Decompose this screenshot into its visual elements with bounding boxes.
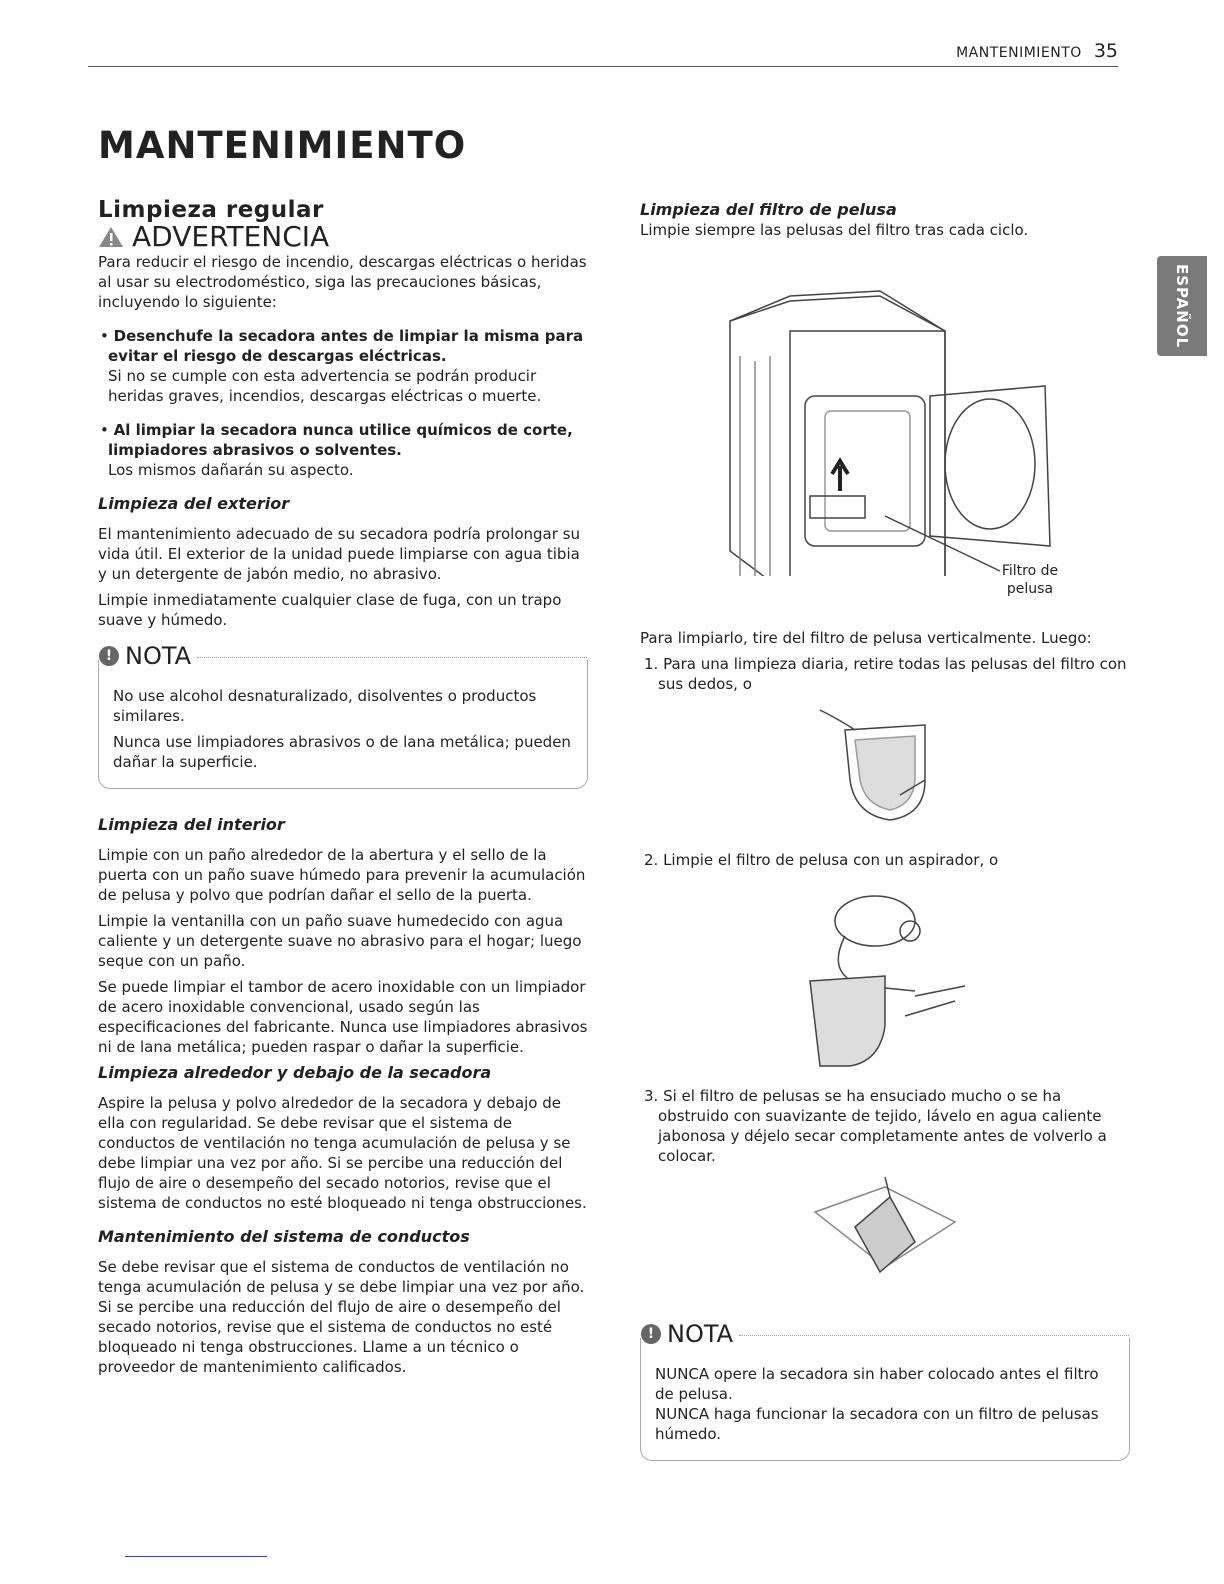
step-1: 1. Para una limpieza diaria, retire todas las pelusas del filtro con sus dedos, o <box>644 655 1127 693</box>
page-header <box>88 40 1118 67</box>
dryer-illustration <box>640 246 1130 597</box>
left-column <box>98 197 588 1383</box>
paragraph: Limpie la ventanilla con un paño suave humedecido con agua caliente y un detergente suave no abrasivo para el hogar; luego seque con un paño. <box>98 912 582 970</box>
page-number: 35 <box>1093 40 1118 62</box>
note-title: NOTA <box>667 1320 734 1348</box>
filter-callout: Filtro de pelusa <box>1001 563 1059 597</box>
warning-icon <box>98 226 124 248</box>
paragraph: El mantenimiento adecuado de su secadora podría prolongar su vida útil. El exterior de la unidad puede limpiarse con agua tibia y un detergente de jabón medio, no abrasivo. <box>98 525 580 583</box>
page-title: MANTENIMIENTO <box>98 124 467 167</box>
dryer-image <box>640 246 1130 576</box>
heading-interior: Limpieza del interior <box>98 815 285 834</box>
vacuum-illustration <box>785 876 985 1076</box>
paragraph: Limpie siempre las pelusas del filtro tras cada ciclo. <box>640 221 1029 239</box>
heading-conductos: Mantenimiento del sistema de conductos <box>98 1227 470 1246</box>
heading-regular: Limpieza regular <box>98 197 324 223</box>
info-icon: ! <box>99 646 119 666</box>
step-3: 3. Si el filtro de pelusas se ha ensuciado mucho o se ha obstruido con suavizante de tejido, lávelo en agua caliente jabonosa y déjelo secar completamente antes de volverlo a colocar. <box>644 1087 1107 1165</box>
heading-filtro: Limpieza del filtro de pelusa <box>640 200 897 219</box>
note-text: NUNCA haga funcionar la secadora con un filtro de pelusas húmedo. <box>655 1405 1099 1443</box>
info-icon: ! <box>641 1324 661 1344</box>
wash-illustration <box>805 1172 965 1302</box>
paragraph: Para limpiarlo, tire del filtro de pelusa verticalmente. Luego: <box>640 629 1092 647</box>
right-column <box>640 200 1130 1479</box>
paragraph: Limpie con un paño alrededor de la abertura y el sello de la puerta con un paño suave húmedo para prevenir la acumulación de pelusa y polvo que podrían dañar el sello de la puerta. <box>98 846 586 904</box>
heading-exterior: Limpieza del exterior <box>98 494 290 513</box>
language-tab: ESPAÑOL <box>1157 256 1207 356</box>
filter-finger-illustration <box>815 700 955 830</box>
note-box <box>98 642 588 789</box>
paragraph: Limpie inmediatamente cualquier clase de fuga, con un trapo suave y húmedo. <box>98 591 562 629</box>
footer-line <box>125 1556 267 1557</box>
note-text: No use alcohol desnaturalizado, disolventes o productos similares. <box>113 687 537 725</box>
warning-bullet: • Desenchufe la secadora antes de limpiar la misma para evitar el riesgo de descargas eléctricas. Si no se cumple con esta advertencia se podrán producir heridas graves, incendios, descargas eléctricas o muerte. <box>100 327 584 405</box>
note-text: NUNCA opere la secadora sin haber colocado antes el filtro de pelusa. <box>655 1365 1099 1403</box>
note-text: Nunca use limpiadores abrasivos o de lana metálica; pueden dañar la superficie. <box>113 733 571 771</box>
paragraph: Aspire la pelusa y polvo alrededor de la secadora y debajo de ella con regularidad. Se debe revisar que el sistema de conductos de ventilación no tenga acumulación de pelusa y se debe limpiar una vez por año. Si se percibe una reducción del flujo de aire o desempeño del secado notorios, revise que el sistema de conductos no esté bloqueado ni tenga obstrucciones. <box>98 1094 587 1212</box>
warning-intro: Para reducir el riesgo de incendio, descargas eléctricas o heridas al usar su electrodoméstico, siga las precauciones básicas, incluyendo lo siguiente: <box>98 253 587 311</box>
warning-heading: ADVERTENCIA <box>98 226 588 248</box>
paragraph: Se debe revisar que el sistema de conductos de ventilación no tenga acumulación de pelusa y se debe limpiar una vez por año. Si se percibe una reducción del flujo de aire o desempeño del secado notorios, revise que el sistema de conductos no esté bloqueado ni tenga obstrucciones. Llame a un técnico o proveedor de mantenimiento calificados. <box>98 1258 585 1376</box>
note-box <box>640 1320 1130 1461</box>
paragraph: Se puede limpiar el tambor de acero inoxidable con un limpiador de acero inoxidable convencional, usado según las especificaciones del fabricante. Nunca use limpiadores abrasivos ni de lana metálica; pueden raspar o dañar la superficie. <box>98 978 588 1056</box>
warning-bullet: • Al limpiar la secadora nunca utilice químicos de corte, limpiadores abrasivos o solventes. Los mismos dañarán su aspecto. <box>100 421 573 479</box>
heading-alrededor: Limpieza alrededor y debajo de la secadora <box>98 1063 492 1082</box>
header-section: MANTENIMIENTO <box>956 45 1082 61</box>
step-2: 2. Limpie el filtro de pelusa con un aspirador, o <box>644 851 999 869</box>
note-title: NOTA <box>125 642 192 670</box>
